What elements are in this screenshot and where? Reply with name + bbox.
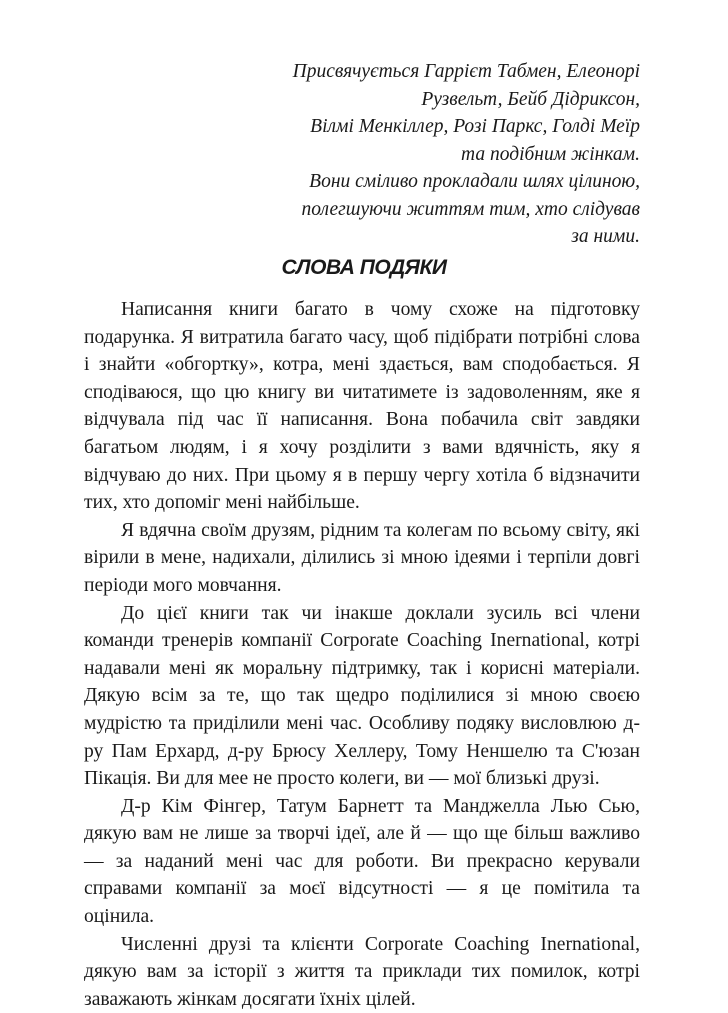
dedication-line: за ними. <box>571 226 640 247</box>
dedication-line: Присвячується Гаррієт Табмен, Елеонорі <box>292 61 640 82</box>
paragraph: Численні друзі та клієнти Corporate Coaching Inernational, дякую вам за історії з життя та приклади тих помилок, котрі заважають жінкам досягати їхніх цілей. <box>84 933 640 1010</box>
dedication-line: та подібним жінкам. <box>461 143 640 165</box>
paragraph: До цієї книги так чи інакше доклали зусиль всі члени команди тренерів компанії Corporate Coaching Inernational, котрі надавали мені як моральну підтримку, так і корисні матеріали. Дякую всім за те, що так щедро поділилися зі мною своєю мудрістю та приділили мені час. Особливу подяку висловлюю д-ру Пам Ерхард, д-ру Брюсу Хеллеру, Тому Неншелю та С'юзан Пікація. Ви для мее не просто колеги, ви — мої близькі друзі. <box>84 602 640 790</box>
dedication-line: полегшуючи життям тим, хто слідував <box>301 198 640 220</box>
dedication-line: Рузвельт, Бейб Дідриксон, <box>421 88 640 110</box>
dedication <box>240 58 640 251</box>
paragraph: Я вдячна своїм друзям, рідним та колегам по всьому світу, які вірили в мене, надихали, ділились зі мною ідеями і терпіли довгі періоди мого мовчання. <box>84 519 640 596</box>
dedication-line: Вілмі Менкіллер, Розі Паркс, Голді Меїр <box>310 116 640 137</box>
paragraph: Д-р Кім Фінгер, Татум Барнетт та Манджелла Лью Сью, дякую вам не лише за творчі ідеї, але й — що ще більш важливо — за наданий мені час для роботи. Ви прекрасно керували справами компанії за моєї відсутності — я це помітила та оцінила. <box>84 795 640 928</box>
paragraph: Написання книги багато в чому схоже на підготовку подарунка. Я витратила багато часу, щоб підібрати потрібні слова і знайти «обгортку», котра, мені здається, вам сподобається. Я сподіваюся, що цю книгу ви читатимете із задоволенням, яке я відчувала під час її написання. Вона побачила світ завдяки багатьом людям, і я хочу розділити з вами вдячність, яку я відчуваю до них. При цьому я в першу чергу хотіла б відзначити тих, хто допоміг мені найбільше. <box>84 299 640 514</box>
dedication-line: Вони сміливо прокладали шлях цілиною, <box>309 171 640 192</box>
acknowledgements-body <box>84 296 640 1013</box>
section-heading: СЛОВА ПОДЯКИ <box>281 256 447 279</box>
